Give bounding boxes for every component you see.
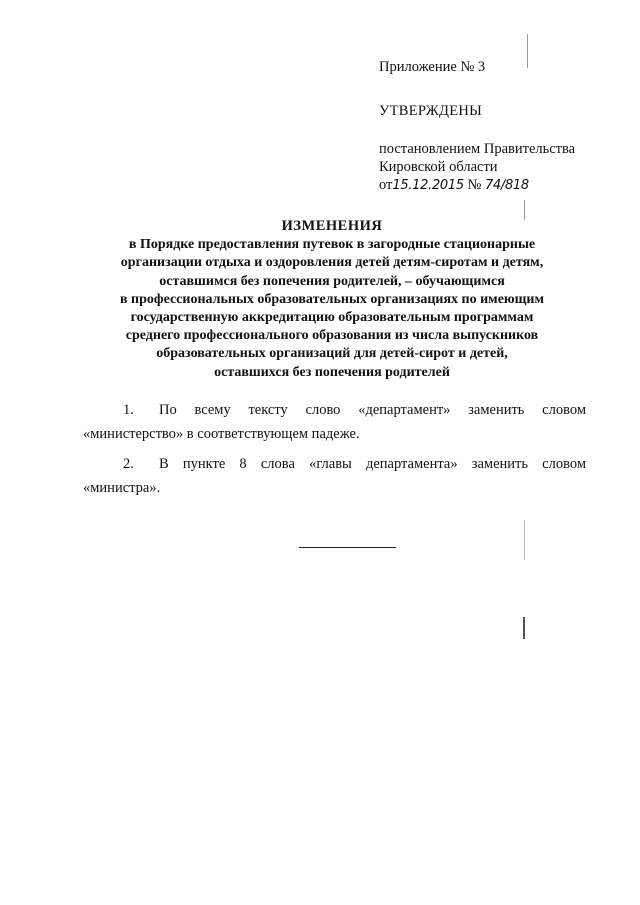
amendment-list bbox=[83, 398, 586, 500]
handwritten-date: 15.12.2015 bbox=[392, 178, 464, 193]
scan-artifact bbox=[527, 34, 528, 68]
title-line: организации отдыха и оздоровления детей детям-сиротам и детям, bbox=[120, 255, 544, 271]
approved-label: УТВЕРЖДЕНЫ bbox=[379, 103, 483, 119]
title-line: оставшимся без попечения родителей, – обучающимся bbox=[159, 273, 505, 289]
approval-block bbox=[379, 58, 619, 195]
item-continuation: «министра». bbox=[83, 480, 161, 496]
item-number: 1. bbox=[123, 402, 134, 418]
document-title bbox=[96, 217, 568, 382]
item-text: В пункте 8 слова «главы департамента» заменить словом bbox=[159, 456, 586, 472]
item-continuation: «министерство» в соответствующем падеже. bbox=[83, 426, 360, 442]
end-divider bbox=[299, 547, 396, 548]
decree-line-1: постановлением Правительства bbox=[379, 141, 576, 157]
scan-artifact bbox=[523, 617, 525, 639]
item-number: 2. bbox=[123, 456, 134, 472]
decree-dateline bbox=[379, 176, 619, 195]
scan-artifact bbox=[524, 200, 525, 220]
date-prefix: от bbox=[379, 177, 393, 193]
title-line: среднего профессионального образования из числа выпускников bbox=[125, 328, 539, 344]
list-item bbox=[83, 452, 586, 500]
decree-line-2: Кировской области bbox=[379, 159, 498, 175]
handwritten-number: 74/818 bbox=[484, 178, 529, 193]
title-heading: ИЗМЕНЕНИЯ bbox=[281, 218, 383, 234]
number-prefix: № bbox=[467, 177, 482, 193]
appendix-number: Приложение № 3 bbox=[379, 59, 486, 75]
title-line: в профессиональных образовательных организациях по имеющим bbox=[119, 291, 545, 307]
item-text: По всему тексту слово «департамент» заменить словом bbox=[159, 402, 586, 418]
list-item bbox=[83, 398, 586, 446]
title-line: государственную аккредитацию образовательным программам bbox=[130, 310, 534, 326]
title-line: образовательных организаций для детей-сирот и детей, bbox=[156, 346, 508, 362]
scan-artifact bbox=[524, 520, 525, 560]
title-line: в Порядке предоставления путевок в загородные стационарные bbox=[128, 237, 536, 253]
title-line: оставшихся без попечения родителей bbox=[214, 364, 450, 380]
